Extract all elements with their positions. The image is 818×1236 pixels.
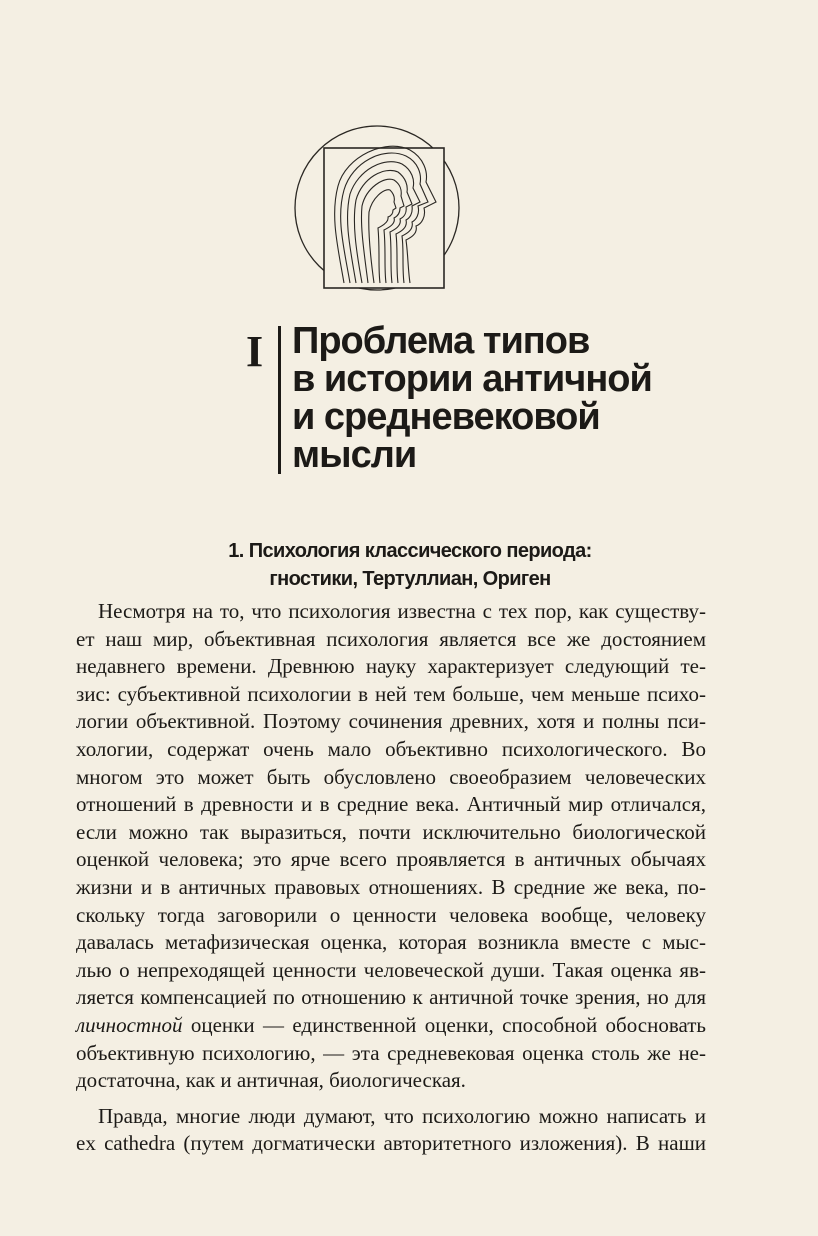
text-line: Несмотря на то, что психология известна с тех пор, как существу- bbox=[98, 599, 706, 623]
text-line: логии объективной. Поэтому сочинения древних, хотя и полны пси- bbox=[76, 709, 706, 734]
text-line: ет наш мир, объективная психология является все же достоянием bbox=[76, 626, 706, 651]
section-title-line: гностики, Тертуллиан, Ориген bbox=[269, 568, 551, 590]
text-line: хологии, содержат очень мало объективно психологического. Во bbox=[76, 736, 706, 761]
text-line: оценкой человека; это ярче всего проявляется в античных обычаях bbox=[76, 847, 706, 872]
chapter-title-line: Проблема типов bbox=[292, 320, 590, 362]
body-text bbox=[76, 598, 706, 1158]
chapter-heading bbox=[246, 322, 716, 474]
head-profile-emblem bbox=[292, 118, 462, 293]
section-title-line: 1. Психология классического периода: bbox=[228, 540, 592, 562]
chapter-divider bbox=[278, 326, 281, 474]
text-line: объективную психологию, — эта средневековая оценка столь же не- bbox=[76, 1040, 706, 1065]
text-fragment: оценки — единственной оценки, способной обосновать bbox=[182, 1012, 706, 1037]
chapter-title-line: и средневековой bbox=[292, 396, 600, 438]
text-line: отношений в древности и в средние века. Античный мир отличался, bbox=[76, 792, 706, 817]
section-title bbox=[120, 537, 700, 593]
paragraph-1 bbox=[76, 598, 706, 1095]
text-line: Правда, многие люди думают, что психологию можно написать и bbox=[98, 1103, 706, 1128]
paragraph-2 bbox=[76, 1103, 706, 1158]
text-line: давалась метафизическая оценка, которая возникла вместе с мыс- bbox=[76, 930, 706, 955]
chapter-title bbox=[292, 322, 712, 474]
text-line: лью о непреходящей ценности человеческой души. Такая оценка яв- bbox=[76, 957, 706, 982]
chapter-title-line: мысли bbox=[292, 434, 417, 476]
italic-word: личностной bbox=[76, 1012, 183, 1037]
text-line: зис: субъективной психологии в ней тем больше, чем меньше психо- bbox=[76, 681, 706, 706]
text-line: достаточна, как и античная, биологическая. bbox=[76, 1068, 466, 1093]
text-line bbox=[76, 1012, 706, 1040]
text-line: многом это может быть обусловлено своеобразием человеческих bbox=[76, 764, 706, 789]
text-line: ex cathedra (путем догматически авторитетного изложения). В наши bbox=[76, 1131, 706, 1156]
text-line: жизни и в античных правовых отношениях. В средние же века, по- bbox=[76, 874, 706, 899]
text-line: ляется компенсацией по отношению к античной точке зрения, но для bbox=[76, 985, 706, 1010]
text-line: недавнего времени. Древнюю науку характеризует следующий те- bbox=[76, 654, 706, 679]
text-line: если можно так выразиться, почти исключительно биологической bbox=[76, 819, 706, 844]
text-line: скольку тогда заговорили о ценности человека вообще, человеку bbox=[76, 902, 706, 927]
chapter-title-line: в истории античной bbox=[292, 358, 652, 400]
chapter-number: I bbox=[246, 327, 264, 376]
